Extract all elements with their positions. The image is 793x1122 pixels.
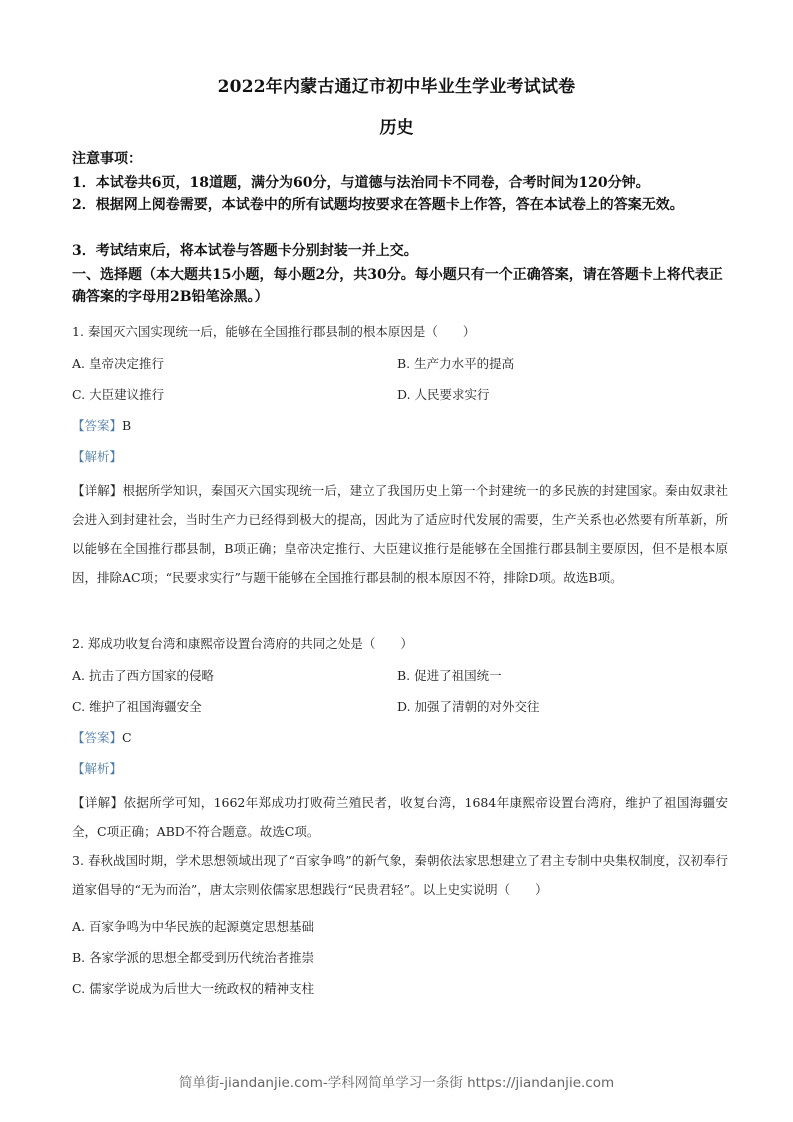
footer-watermark: 简单街-jiandanjie.com-学科网简单学习一条街 https://jiandanjie.com (178, 1075, 615, 1091)
exam-title: 2022年内蒙古通辽市初中毕业生学业考试试卷 (217, 77, 576, 97)
question-2-analysis-label (72, 760, 122, 778)
answer-value: B (122, 418, 132, 433)
question-2-option-a: A. 抗击了西方国家的侵略 (72, 668, 214, 683)
analysis-label: 【解析】 (72, 761, 123, 776)
question-3-option-a: A. 百家争鸣为中华民族的起源奠定思想基础 (72, 919, 314, 934)
answer-label: 【答案】 (72, 730, 123, 745)
answer-value: C (122, 730, 132, 745)
detail-text: 依据所学可知，1662年郑成功打败荷兰殖民者，收复台湾，1684年康熙帝设置台湾府，维护了祖国海疆安全，C项正确；ABD不符合题意。故选C项。 (72, 795, 728, 839)
question-1-detail (72, 476, 728, 592)
detail-label: 【详解】 (72, 483, 123, 498)
question-2-option-d: D. 加强了清朝的对外交往 (397, 699, 540, 714)
analysis-label: 【解析】 (72, 449, 123, 464)
notice-heading: 注意事项： (72, 151, 142, 167)
section-heading: 一、选择题（本大题共15小题，每小题2分，共30分。每小题只有一个正确答案，请在答题卡上将代表正确答案的字母用2B铅笔涂黑。） (72, 267, 723, 305)
question-3-stem: 3. 春秋战国时期，学术思想领域出现了“百家争鸣”的新气象，秦朝依法家思想建立了君主专制中央集权制度，汉初奉行道家倡导的“无为而治”，唐太宗则依儒家思想践行“民贵君轻”。以上史实说明（ ） (72, 853, 728, 897)
question-2-option-c: C. 维护了祖国海疆安全 (72, 699, 202, 714)
question-1-analysis-label (72, 448, 122, 466)
question-1-option-a: A. 皇帝决定推行 (72, 356, 164, 371)
detail-text: 根据所学知识，秦国灭六国实现统一后，建立了我国历史上第一个封建统一的多民族的封建国家。秦由奴隶社会进入到封建社会，当时生产力已经得到极大的提高，因此为了适应时代发展的需要，生产关系也必然要有所革新，所以能够在全国推行郡县制，B项正确；皇帝决定推行、大臣建议推行是能够在全国推行郡县制主要原因，但不是根本原因，排除AC项；“民要求实行”与题干能够在全国推行郡县制的根本原因不符，排除D项。故选B项。 (72, 483, 728, 585)
question-1-option-d: D. 人民要求实行 (397, 387, 490, 402)
question-1-answer (72, 417, 131, 435)
question-2-answer (72, 729, 132, 747)
question-2-option-b: B. 促进了祖国统一 (397, 668, 502, 683)
exam-subject: 历史 (379, 118, 414, 138)
notice-item-2: 2．根据网上阅卷需要，本试卷中的所有试题均按要求在答题卡上作答，答在本试卷上的答案无效。 (72, 197, 684, 213)
question-2-detail (72, 788, 728, 846)
question-1-option-b: B. 生产力水平的提高 (397, 356, 515, 371)
question-1-stem: 1. 秦国灭六国实现统一后，能够在全国推行郡县制的根本原因是（ ） (72, 324, 476, 339)
notice-item-1: 1．本试卷共6页，18道题，满分为60分，与道德与法治同卡不同卷，合考时间为120分钟。 (72, 175, 650, 191)
question-2-stem: 2. 郑成功收复台湾和康熙帝设置台湾府的共同之处是（ ） (72, 636, 413, 651)
answer-label: 【答案】 (72, 418, 123, 433)
notice-item-3: 3．考试结束后，将本试卷与答题卡分别封装一并上交。 (72, 243, 418, 259)
detail-label: 【详解】 (72, 795, 124, 810)
question-3-option-c: C. 儒家学说成为后世大一统政权的精神支柱 (72, 981, 315, 996)
question-3-option-b: B. 各家学派的思想全都受到历代统治者推崇 (72, 950, 315, 965)
question-1-option-c: C. 大臣建议推行 (72, 387, 165, 402)
